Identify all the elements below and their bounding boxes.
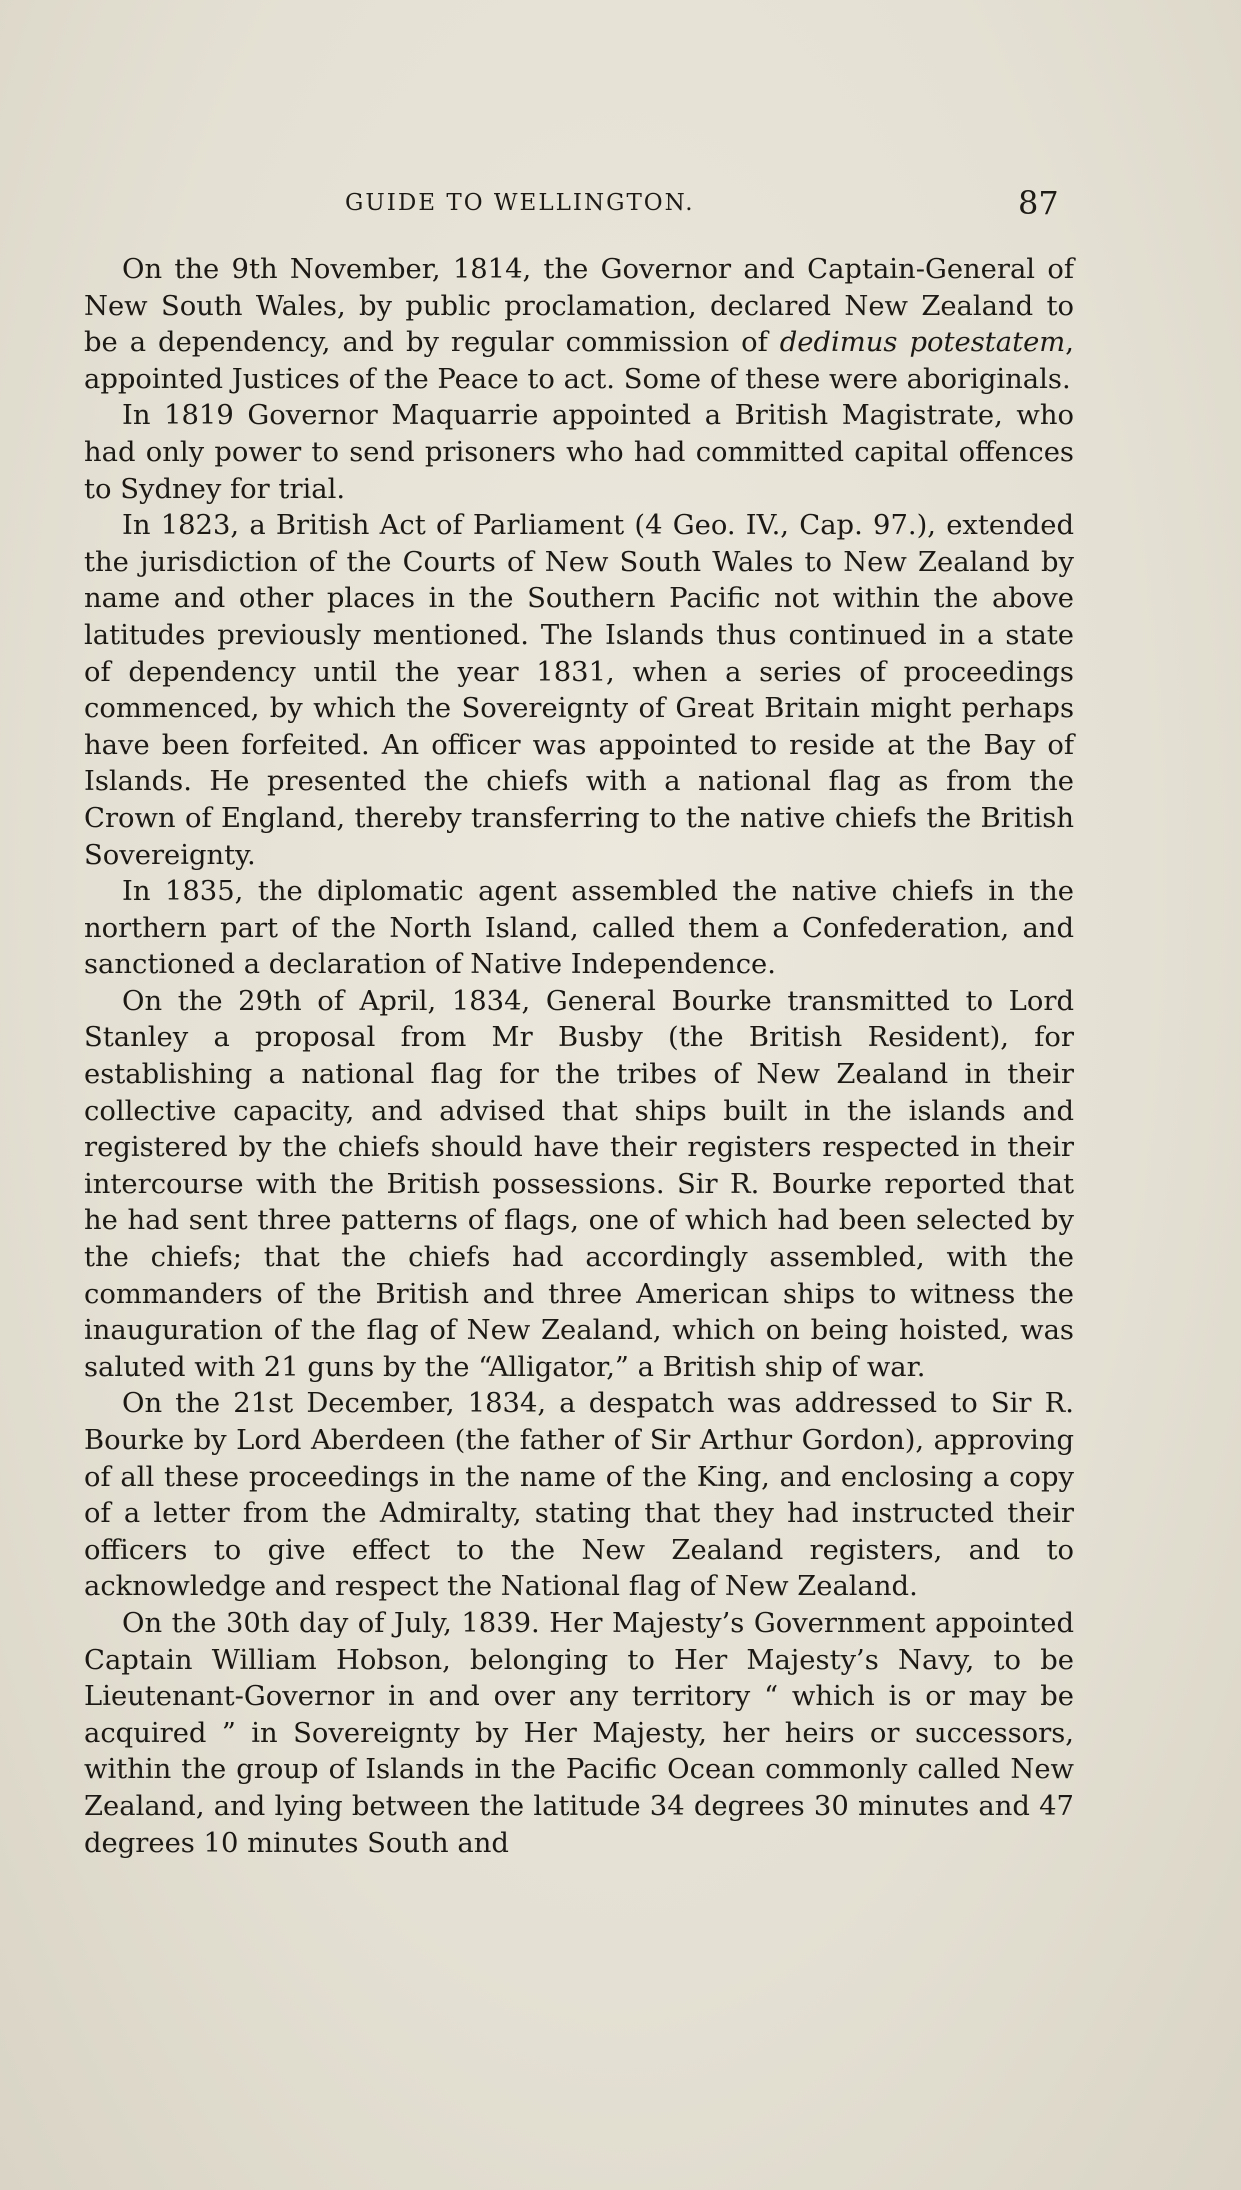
paragraph-1-start: On the 9th November, 1814, the Governor and Captain-General of New South Wales, by public proclamation, declared New Zealand to be a dependency, and by regular commission of <box>84 254 1074 359</box>
page-number: 87 <box>1018 184 1059 222</box>
paragraph-6: On the 21st December, 1834, a despatch was addressed to Sir R. Bourke by Lord Aberdeen (the father of Sir Arthur Gordon), approving of all these proceedings in the name of the King, and enclosing a copy of a letter from the Admiralty, stating that they had instructed their officers to give effect to the New Zealand registers, and to acknowledge and respect the National flag of New Zealand. <box>84 1388 1074 1603</box>
running-title: GUIDE TO WELLINGTON. <box>345 190 695 216</box>
page-header <box>0 184 1241 228</box>
body-text <box>84 252 1074 1862</box>
paragraph-7: On the 30th day of July, 1839. Her Majesty’s Government appointed Captain William Hobson, belonging to Her Majesty’s Navy, to be Lieutenant-Governor in and over any territory “ which is or may be acquired ” in Sovereignty by Her Majesty, her heirs or successors, within the group of Islands in the Pacific Ocean commonly called New Zealand, and lying between the latitude 34 degrees 30 minutes and 47 degrees 10 minutes South and <box>84 1607 1074 1859</box>
paragraph-5: On the 29th of April, 1834, General Bourke transmitted to Lord Stanley a proposal from Mr Busby (the British Resident), for establishing a national flag for the tribes of New Zealand in their collective capacity, and advised that ships built in the islands and registered by the chiefs should have their registers respected in their intercourse with the British possessions. Sir R. Bourke reported that he had sent three patterns of flags, one of which had been selected by the chiefs; that the chiefs had accordingly assembled, with the commanders of the British and three American ships to witness the inauguration of the flag of New Zealand, which on being hoisted, was saluted with 21 guns by the “Alligator,” a British ship of war. <box>84 985 1074 1383</box>
paragraph-4: In 1835, the diplomatic agent assembled the native chiefs in the northern part of the North Island, called them a Confederation, and sanctioned a declaration of Native Independence. <box>84 876 1074 981</box>
paragraph-1 <box>84 252 1074 398</box>
paragraph-1-end: , appointed Justices of the Peace to act. Some of these were aboriginals. <box>84 327 1074 395</box>
latin-phrase: dedimus potestatem <box>779 327 1066 359</box>
paragraph-2: In 1819 Governor Maquarrie appointed a British Magistrate, who had only power to send prisoners who had committed capital offences to Sydney for trial. <box>84 400 1074 505</box>
paragraph-3: In 1823, a British Act of Parliament (4 Geo. IV., Cap. 97.), extended the jurisdiction of the Courts of New South Wales to New Zealand by name and other places in the Southern Pacific not within the above latitudes previously mentioned. The Islands thus continued in a state of dependency until the year 1831, when a series of proceedings commenced, by which the Sovereignty of Great Britain might perhaps have been forfeited. An officer was appointed to reside at the Bay of Islands. He presented the chiefs with a national flag as from the Crown of England, thereby transferring to the native chiefs the British Sovereignty. <box>84 510 1074 871</box>
